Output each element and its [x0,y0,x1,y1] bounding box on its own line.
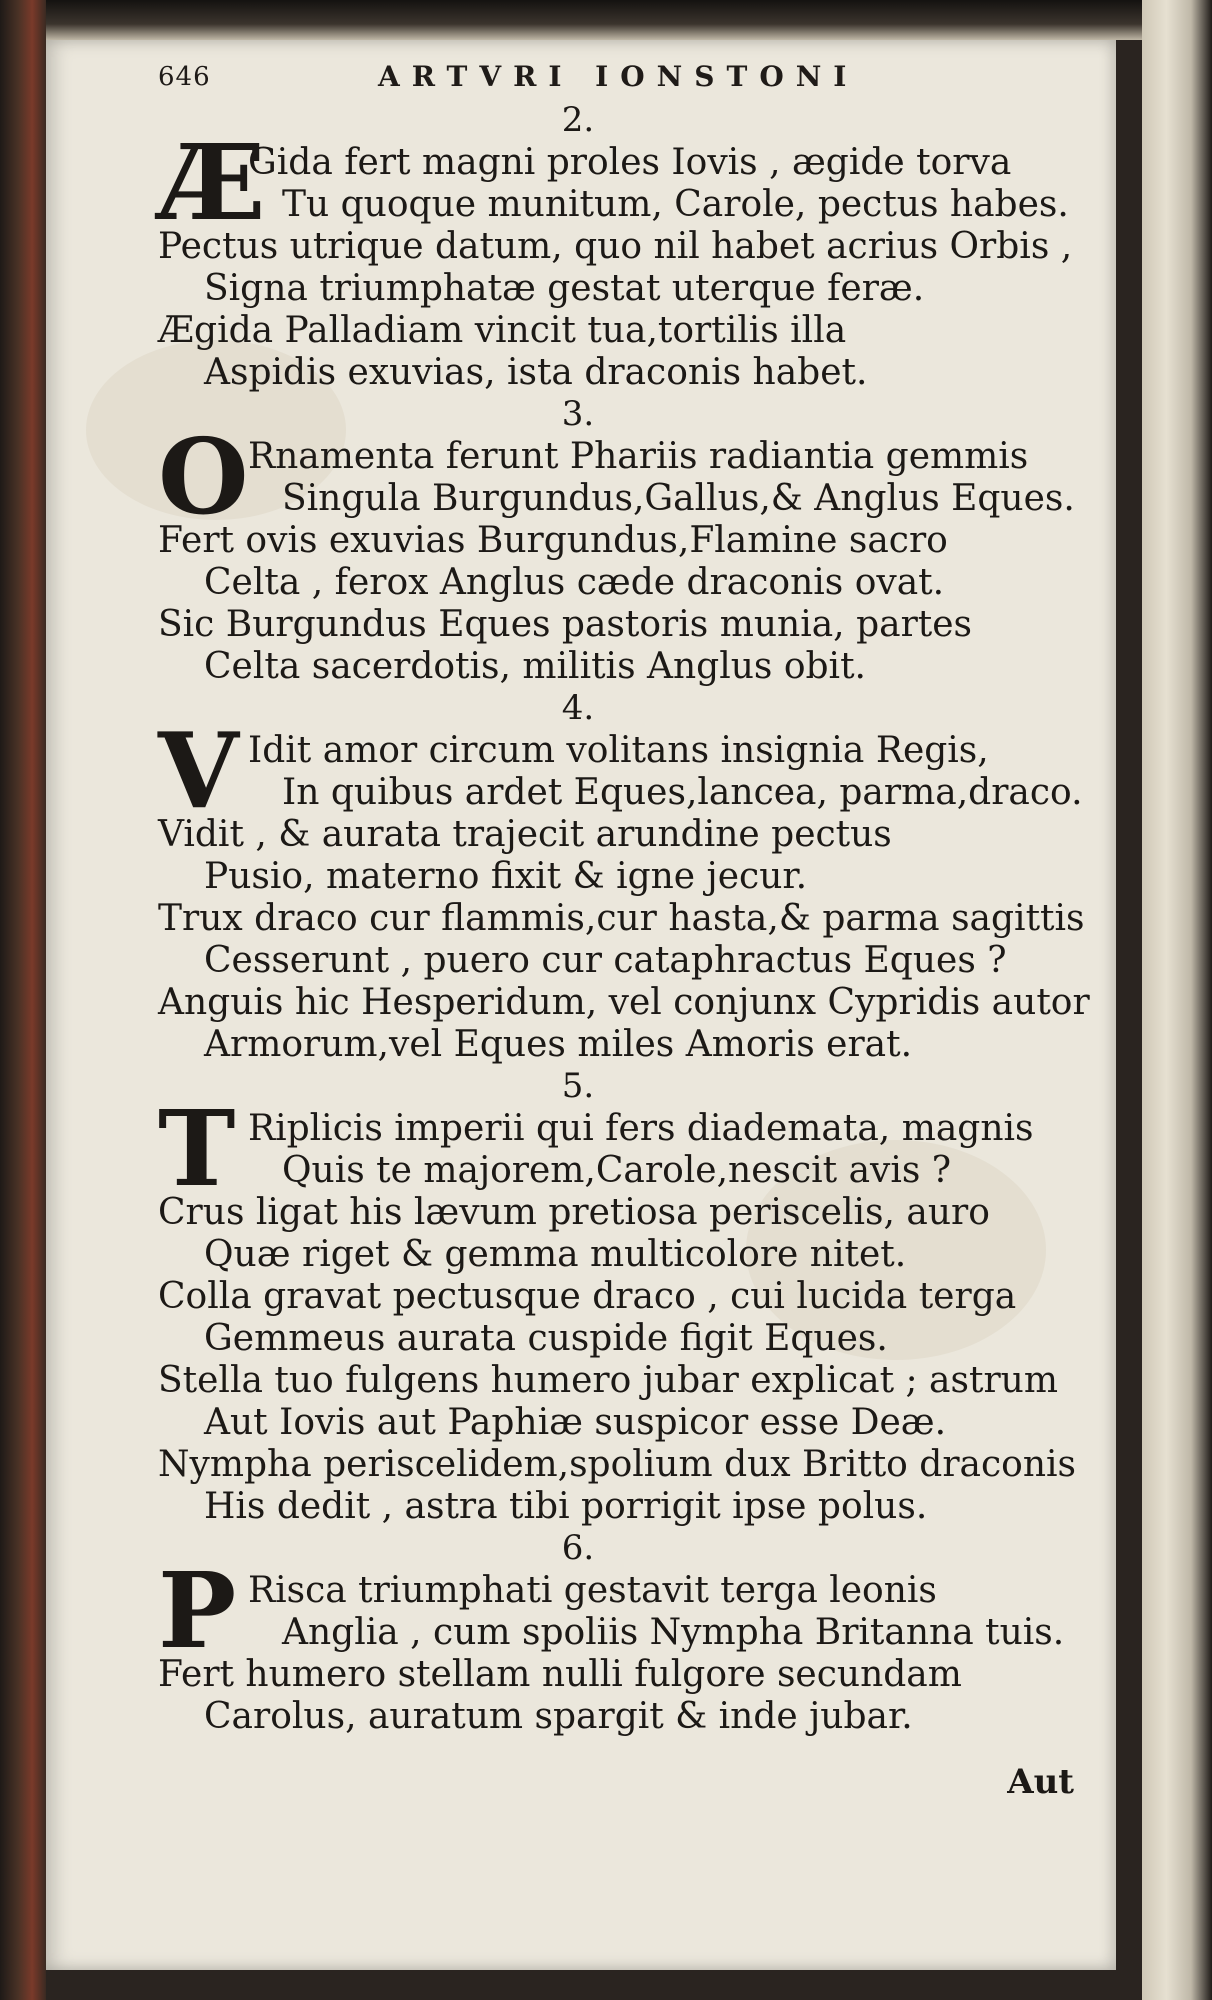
verse-line: Gida fert magni proles Iovis , ægide torva [248,142,1012,183]
page-header [158,56,928,96]
poem [158,121,1078,394]
verse-line: Pectus utrique datum, quo nil habet acrius Orbis , [158,226,1073,267]
verse-line: Trux draco cur flammis,cur hasta,& parma sagittis [158,898,1085,939]
verse-line: Aspidis exuvias, ista draconis habet. [204,352,868,393]
verse-line: Nympha periscelidem,spolium dux Britto draconis [158,1444,1076,1485]
verse-line: Anglia , cum spoliis Nympha Britanna tuis. [282,1612,1065,1653]
drop-cap: Æ [158,121,266,244]
verse-line: Colla gravat pectusque draco , cui lucida terga [158,1276,1017,1317]
verse-line: Quis te majorem,Carole,nescit avis ? [282,1150,952,1191]
verse-line: Pusio, materno fixit & igne jecur. [204,856,808,897]
verse-line: Carolus, auratum spargit & inde jubar. [204,1696,913,1737]
verse-line: Ægida Palladiam vincit tua,tortilis illa [158,310,847,351]
verse-line: Riplicis imperii qui fers diademata, magnis [248,1108,1034,1149]
verse-line: Rnamenta ferunt Phariis radiantia gemmis [248,436,1029,477]
verse-line: Idit amor circum volitans insignia Regis, [248,730,989,771]
catchword: Aut [1007,1762,1074,1802]
facing-page-edge [1142,0,1212,2000]
book-spine [0,0,46,2000]
drop-cap: O [158,415,249,538]
poem-text [158,100,1090,1738]
verse-line: Anguis hic Hesperidum, vel conjunx Cypridis autor [158,982,1090,1023]
verse-line: Celta sacerdotis, militis Anglus obit. [204,646,866,687]
verse-line: Vidit , & aurata trajecit arundine pectus [158,814,892,855]
verse-line: Stella tuo fulgens humero jubar explicat ; astrum [158,1360,1058,1401]
verse-line: Fert humero stellam nulli fulgore secundam [158,1654,962,1695]
verse-line: Armorum,vel Eques miles Amoris erat. [204,1024,913,1065]
verse-line: Signa triumphatæ gestat uterque feræ. [204,268,925,309]
poem [158,709,1090,1066]
verse-line: Fert ovis exuvias Burgundus,Flamine sacro [158,520,948,561]
verse-line: Quæ riget & gemma multicolore nitet. [204,1234,907,1275]
verse-line: In quibus ardet Eques,lancea, parma,draco. [282,772,1083,813]
poem-number: 2. [561,100,595,140]
running-head: ARTVRI IONSTONI [378,60,859,93]
verse-line: Aut Iovis aut Paphiæ suspicor esse Deæ. [204,1402,947,1443]
verse-line: Tu quoque munitum, Carole, pectus habes. [282,184,1069,225]
verse-line: Sic Burgundus Eques pastoris munia, partes [158,604,973,645]
drop-cap: P [158,1549,237,1672]
verse-line: Singula Burgundus,Gallus,& Anglus Eques. [282,478,1075,519]
verse-line: Gemmeus aurata cuspide figit Eques. [204,1318,888,1359]
verse-line: Cesserunt , puero cur cataphractus Eques ? [204,940,1007,981]
verse-line: His dedit , astra tibi porrigit ipse polus. [204,1486,928,1527]
book-top-edge [46,0,1146,40]
drop-cap: V [158,709,239,832]
poem-number: 6. [561,1528,595,1568]
drop-cap: T [158,1087,236,1210]
poem-number: 3. [561,394,595,434]
verse-line: Celta , ferox Anglus cæde draconis ovat. [204,562,945,603]
poem [158,415,1078,688]
poem [158,1087,1078,1528]
poem-number: 4. [561,688,595,728]
verse-line: Risca triumphati gestavit terga leonis [248,1570,937,1611]
poem [158,1549,1078,1738]
poem-number: 5. [561,1066,595,1106]
page-number: 646 [158,62,211,92]
verse-line: Crus ligat his lævum pretiosa periscelis, auro [158,1192,990,1233]
